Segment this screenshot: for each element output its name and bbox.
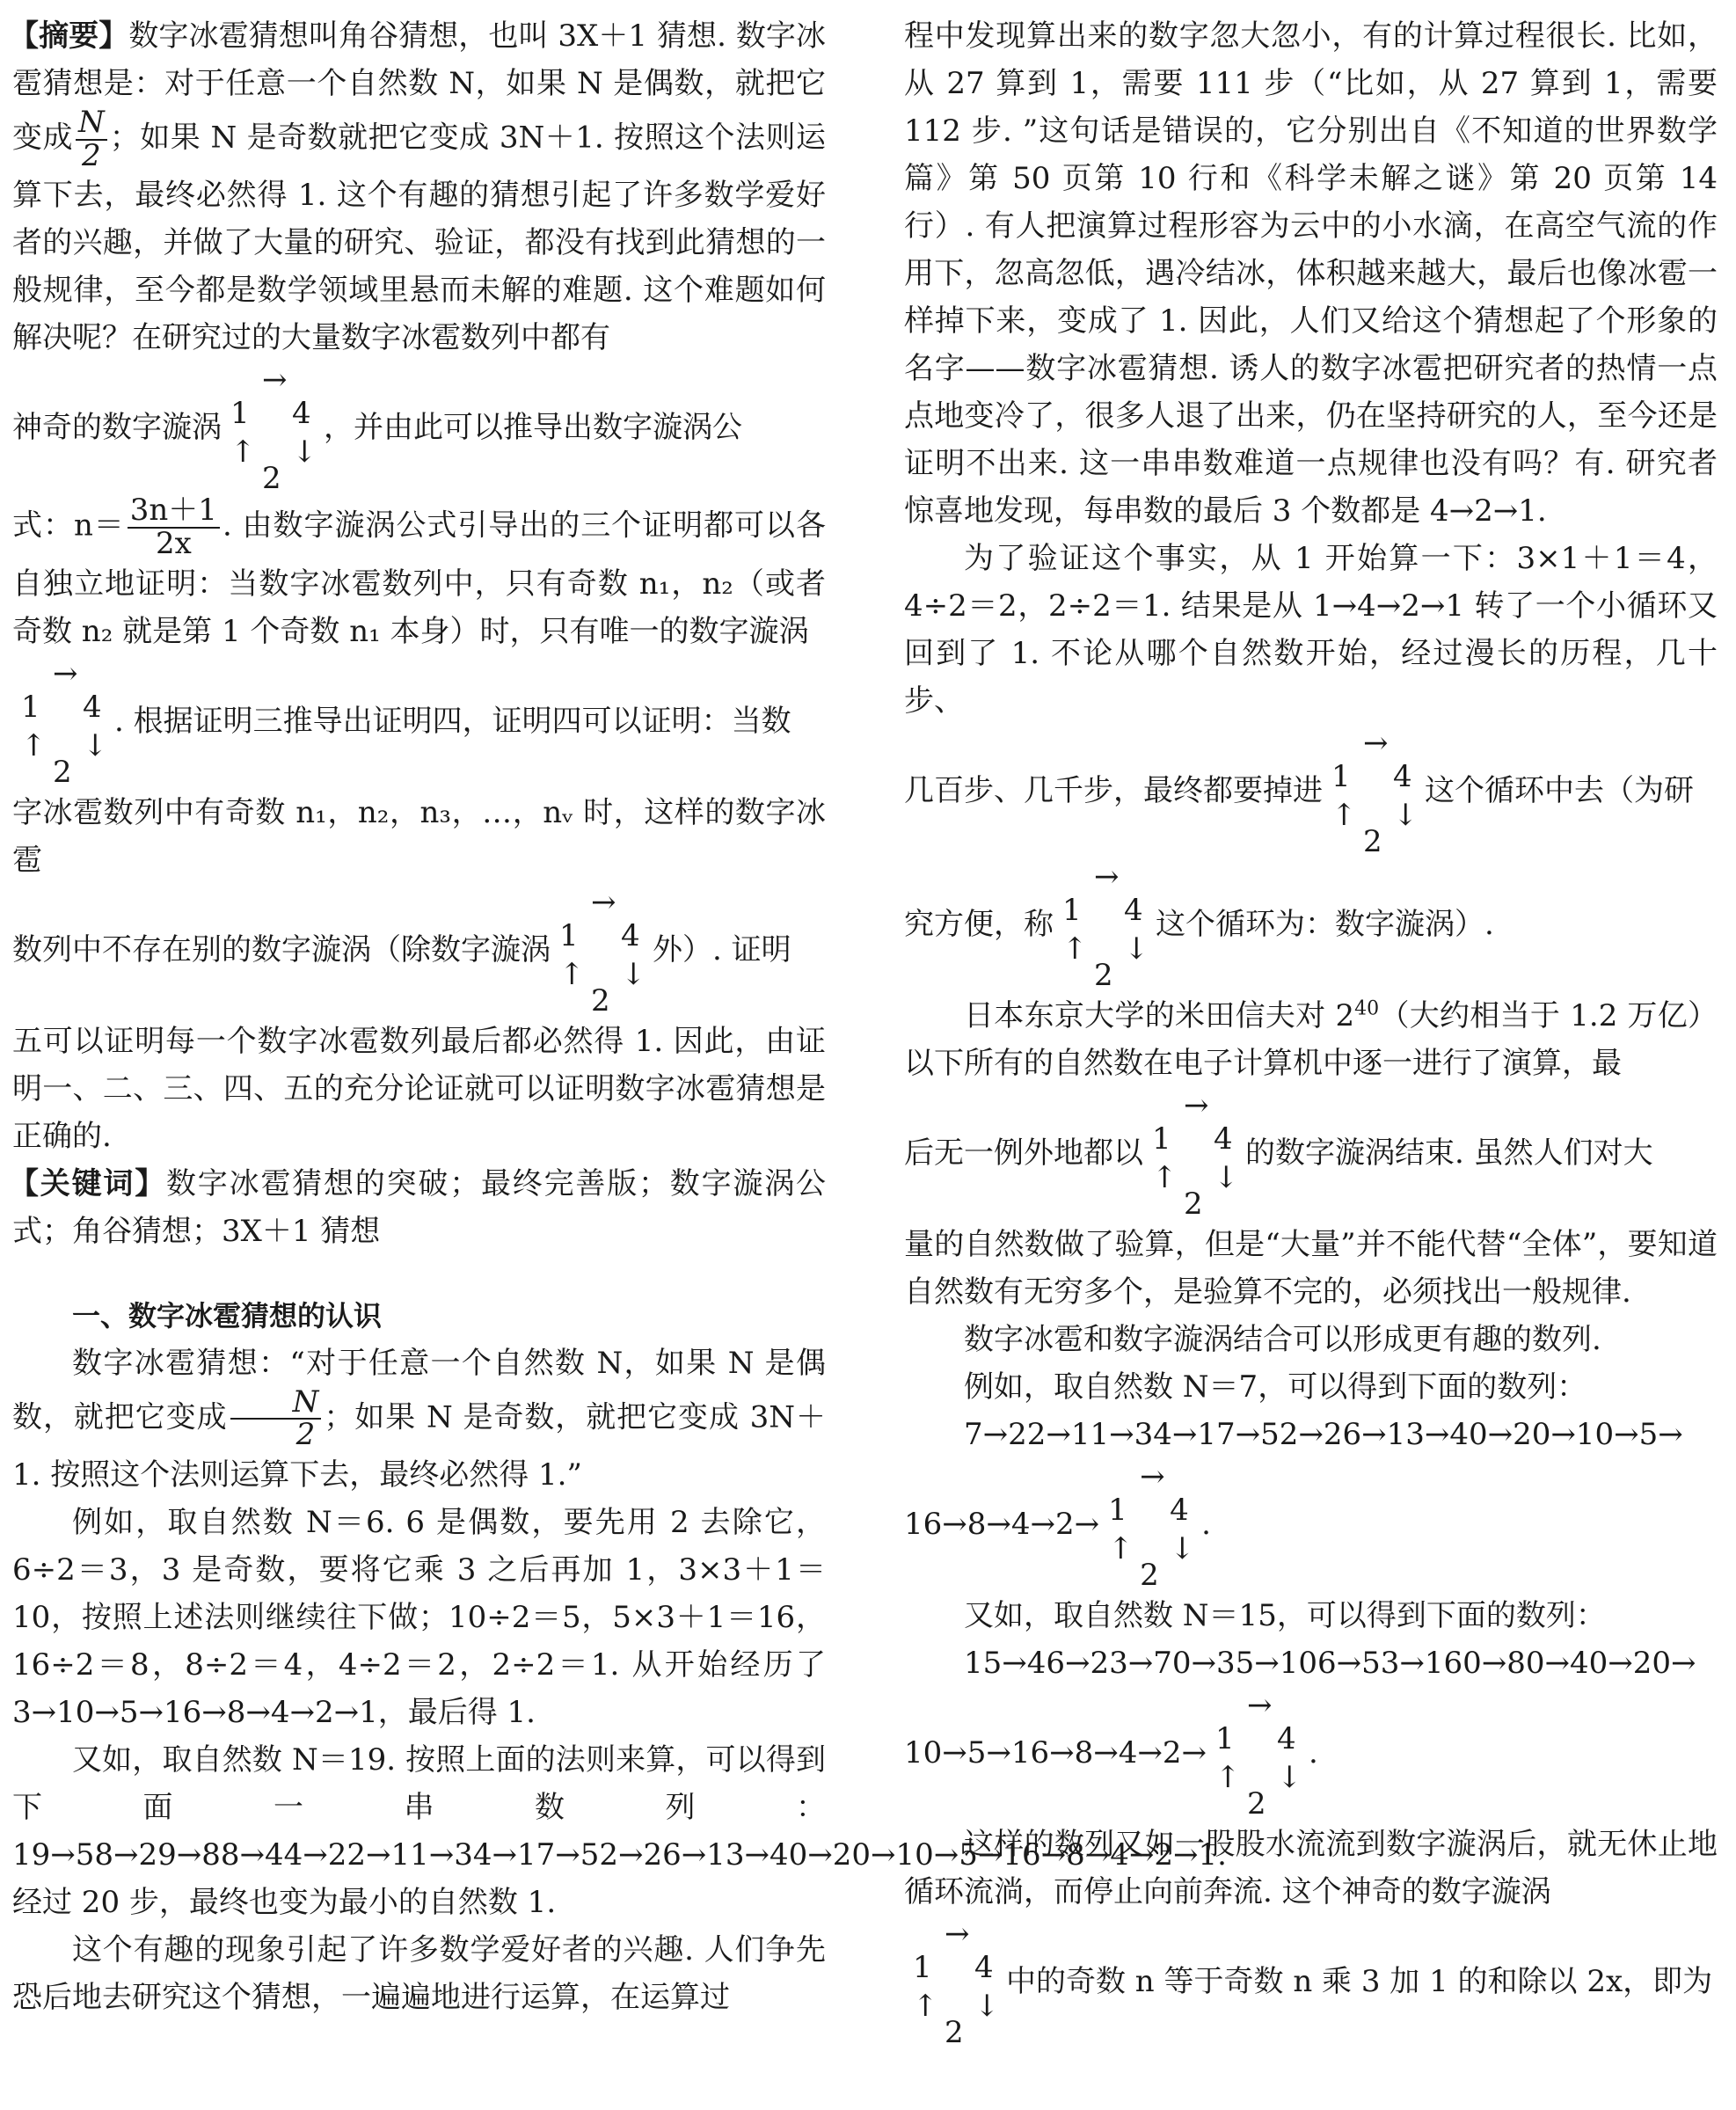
vortex-arrow-down: ↓	[1276, 1760, 1302, 1795]
right-vortex-post-2: 这个循环为：数字漩涡）.	[1156, 907, 1494, 942]
right-column	[904, 12, 1718, 2049]
right-vortex-line-3	[904, 1087, 1718, 1221]
vortex-arrow-right: →	[53, 655, 78, 691]
abstract-vortex-pre: 神奇的数字漩涡	[12, 410, 222, 446]
vortex-arrow-down: ↓	[292, 434, 317, 471]
formula-post: . 由数字漩涡公式引导出的三个证明都可以各自独立地证明：当数字冰雹数列中，只有奇数 n₁，n₂（或者奇数 n₂ 就是第 1 个奇数 n₁ 本身）时，只有唯一的数字漩涡	[12, 508, 826, 649]
vortex-diagram	[906, 1917, 1004, 2049]
vortex-number-4: 4	[292, 396, 311, 432]
abstract-vortex-line-3	[12, 884, 826, 1018]
vortex-arrow-down: ↓	[1393, 798, 1419, 833]
exponent: 40	[1354, 997, 1380, 1020]
right-vortex-pre-1: 几百步、几千步，最终都要掉进	[904, 773, 1323, 808]
vortex-diagram	[223, 363, 322, 495]
vortex-arrow-right: →	[1140, 1459, 1165, 1494]
sequence-15-tail: 10→5→16→8→4→2→	[904, 1735, 1207, 1771]
vortex-number-1: 1	[913, 1950, 932, 1985]
vortex-arrow-right: →	[262, 362, 288, 398]
vortex-number-1: 1	[559, 917, 579, 953]
right-vortex-pre-3: 后无一例外地都以	[904, 1135, 1143, 1171]
vortex-arrow-up: ↑	[1062, 931, 1088, 967]
vortex-arrow-down: ↓	[1170, 1531, 1195, 1566]
vortex-arrow-up: ↑	[913, 1989, 938, 2024]
right-paragraph-4: 量的自然数做了验算，但是“大量”并不能代替“全体”，要知道自然数有无穷多个，是验算不完的，必须找出一般规律.	[904, 1227, 1718, 1310]
vortex-arrow-down: ↓	[83, 727, 108, 763]
body-text-1a: 数字冰雹猜想：“对于任意一个自然数 N，如果 N 是偶数，就把它变成	[12, 1345, 826, 1435]
vortex-number-1: 1	[1152, 1121, 1171, 1157]
fraction-numerator: N	[230, 1387, 322, 1420]
vortex-arrow-up: ↑	[1152, 1160, 1178, 1195]
right-vortex-line-1	[904, 725, 1718, 858]
abstract-paragraph-4: 五可以证明每一个数字冰雹数列最后都必然得 1. 因此，由证明一、二、三、四、五的充分论证就可以证明数字冰雹猜想是正确的.	[12, 1023, 826, 1154]
vortex-number-2: 2	[1094, 958, 1113, 993]
vortex-arrow-right: →	[1363, 726, 1389, 761]
vortex-number-4: 4	[1393, 759, 1412, 794]
fraction-n-over-2	[230, 1384, 322, 1453]
vortex-arrow-up: ↑	[21, 727, 47, 763]
vortex-number-4: 4	[621, 917, 640, 953]
vortex-diagram	[552, 886, 651, 1018]
right-paragraph-5: 数字冰雹和数字漩涡结合可以形成更有趣的数列.	[964, 1322, 1601, 1357]
vortex-arrow-right: →	[945, 1917, 970, 1952]
section-title: 一、数字冰雹猜想的认识	[72, 1298, 383, 1332]
vortex-diagram	[1324, 726, 1423, 858]
abstract-tag: 【摘要】	[9, 18, 129, 54]
vortex-number-4: 4	[1276, 1721, 1296, 1756]
vortex-arrow-up: ↑	[1108, 1531, 1134, 1566]
fraction-numerator: N	[76, 107, 107, 141]
vortex-arrow-up: ↑	[559, 956, 585, 992]
vortex-number-1: 1	[1062, 893, 1082, 928]
abstract-paragraph	[9, 12, 826, 361]
formula-numerator: 3n＋1	[128, 495, 220, 529]
formula-denominator: 2x	[155, 526, 192, 562]
body-paragraph-1	[12, 1340, 826, 1499]
vortex-arrow-down: ↓	[1124, 931, 1149, 967]
abstract-text-2: ；如果 N 是奇数就把它变成 3N＋1. 按照这个法则运算下去，最终必然得 1. 这个有趣的猜想引起了许多数学爱好者的兴趣，并做了大量的研究、验证，都没有找到此猜想的一般规律，至今都是数学领域里悬而未解的难题. 这个难题如何解决呢？在研究过的大量数字冰雹数列中都有	[12, 120, 826, 356]
period: .	[1308, 1735, 1318, 1771]
keywords-tag: 【关键词】	[9, 1165, 166, 1201]
abstract-vortex-post: ，并由此可以推导出数字漩涡公	[324, 410, 742, 446]
vortex-number-4: 4	[83, 689, 102, 725]
right-vortex-post-3: 的数字漩涡结束. 虽然人们对大	[1245, 1135, 1653, 1171]
vortex-number-1: 1	[1214, 1721, 1235, 1756]
fraction-n-over-2	[76, 107, 107, 172]
vortex-arrow-down: ↓	[621, 956, 646, 992]
vortex-number-4: 4	[1214, 1121, 1233, 1157]
right-paragraph-8: 这样的数列又如一股股水流流到数字漩涡后，就无休止地循环流淌，而停止向前奔流. 这个神奇的数字漩涡	[904, 1827, 1718, 1909]
fraction-denominator: 2	[82, 137, 101, 173]
right-vortex-post-last: 中的奇数 n 等于奇数 n 乘 3 加 1 的和除以 2x，即为	[1006, 1964, 1713, 1999]
vortex-number-2: 2	[591, 982, 610, 1018]
keywords-paragraph	[9, 1160, 826, 1255]
right-vortex-line-last	[904, 1916, 1718, 2049]
vortex-arrow-right: →	[1184, 1088, 1209, 1123]
vortex-number-4: 4	[974, 1950, 994, 1985]
vortex-number-2: 2	[1140, 1558, 1159, 1593]
abstract-text-1: 数字冰雹猜想叫角谷猜想，也叫 3X＋1 猜想. 数字冰雹猜想是：对于任意一个自然数 N，如果 N 是偶数，就把它变成	[12, 18, 826, 156]
vortex-number-2: 2	[1184, 1186, 1203, 1222]
abstract-vortex-line-1	[12, 361, 826, 495]
fraction-denominator: 2	[295, 1417, 316, 1453]
vortex-diagram	[14, 657, 113, 789]
right-paragraph-3	[904, 992, 1718, 1087]
abstract-vortex-post-3: 外）. 证明	[653, 931, 791, 967]
sequence-7-line-1: 7→22→11→34→17→52→26→13→40→20→10→5→	[964, 1417, 1683, 1452]
vortex-number-4: 4	[1124, 893, 1143, 928]
vortex-number-1: 1	[1331, 759, 1351, 794]
vortex-diagram	[1055, 860, 1154, 992]
vortex-arrow-down: ↓	[1214, 1160, 1239, 1195]
formula-pre: 式：n＝	[12, 508, 125, 544]
vortex-number-1: 1	[1108, 1493, 1127, 1528]
body-paragraph-4: 这个有趣的现象引起了许多数学爱好者的兴趣. 人们争先恐后地去研究这个猜想，一遍遍地进行运算，在运算过	[12, 1932, 826, 2016]
abstract-vortex-post-2: . 根据证明三推导出证明四，证明四可以证明：当数	[114, 703, 791, 739]
vortex-arrow-right: →	[591, 884, 616, 920]
abstract-vortex-line-2	[12, 655, 826, 789]
body-text-1b: ；如果 N 是奇数，就把它变成 3N＋1. 按照这个法则运算下去，最终必然得 1.”	[12, 1399, 827, 1493]
right-text-3a: 日本东京大学的米田信夫对 2	[964, 998, 1355, 1033]
abstract-vortex-pre-3: 数列中不存在别的数字漩涡（除数字漩涡	[12, 931, 551, 967]
abstract-paragraph-3: 字冰雹数列中有奇数 n₁，n₂，n₃，…，nᵥ 时，这样的数字冰雹	[12, 794, 826, 878]
vortex-arrow-up: ↑	[230, 434, 256, 471]
vortex-arrow-up: ↑	[1214, 1760, 1241, 1795]
sequence-15-line-1: 15→46→23→70→35→106→53→160→80→40→20→	[964, 1646, 1696, 1681]
right-vortex-line-2	[904, 858, 1718, 992]
vortex-formula-fraction	[128, 493, 220, 562]
vortex-number-1: 1	[21, 689, 40, 725]
vortex-arrow-right: →	[1094, 859, 1120, 894]
vortex-diagram	[1145, 1089, 1244, 1221]
vortex-number-2: 2	[1246, 1786, 1266, 1822]
vortex-number-4: 4	[1170, 1493, 1189, 1528]
vortex-diagram	[1101, 1460, 1200, 1592]
vortex-number-2: 2	[945, 2015, 964, 2050]
vortex-number-1: 1	[230, 396, 250, 432]
keywords-text: 数字冰雹猜想的突破；最终完善版；数字漩涡公式；角谷猜想；3X＋1 猜想	[12, 1165, 826, 1249]
right-paragraph-1: 程中发现算出来的数字忽大忽小，有的计算过程很长. 比如，从 27 算到 1，需要 111 步（“比如，从 27 算到 1，需要 112 步. ”这句话是错误的，它分别出自《不知道的世界数学篇》第 50 页第 10 行和《科学未解之谜》第 20 页第 14 行）. 有人把演算过程形容为云中的小水滴，在高空气流的作用下，忽高忽低，遇冷结冰，体积越来越大，最后也像冰雹一样掉下来，变成了 1. 因此，人们又给这个猜想起了个形象的名字——数字冰雹猜想. 诱人的数字冰雹把研究者的热情一点点地变冷了，很多人退了出来，仍在坚持研究的人，至今还是证明不出来. 这一串串数难道一点规律也没有吗？有. 研究者惊喜地发现，每串数的最后 3 个数都是 4→2→1.	[904, 18, 1718, 529]
vortex-arrow-down: ↓	[974, 1989, 1000, 2024]
sequence-7-line-2	[904, 1458, 1718, 1592]
body-paragraph-2: 例如，取自然数 N＝6. 6 是偶数，要先用 2 去除它，6÷2＝3，3 是奇数，要将它乘 3 之后再加 1，3×3＋1＝10，按照上述法则继续往下做；10÷2＝5，5×3＋1＝16，16÷2＝8，8÷2＝4，4÷2＝2，2÷2＝1. 从开始经历了 3→10→5→16→8→4→2→1，最后得 1.	[12, 1505, 826, 1731]
right-paragraph-2: 为了验证这个事实，从 1 开始算一下：3×1＋1＝4，4÷2＝2，2÷2＝1. 结果是从 1→4→2→1 转了一个小循环又回到了 1. 不论从哪个自然数开始，经过漫长的历程，几十步、	[904, 541, 1718, 719]
body-paragraph-3: 又如，取自然数 N＝19. 按照上面的法则来算，可以得到下面一串数列：19→58→29→88→44→22→11→34→17→52→26→13→40→20→10→5→16→8→4→2→1. 经过 20 步，最终也变为最小的自然数 1.	[12, 1742, 1227, 1921]
period: .	[1201, 1507, 1211, 1542]
right-paragraph-6: 例如，取自然数 N＝7，可以得到下面的数列：	[964, 1369, 1587, 1405]
vortex-arrow-right: →	[1246, 1688, 1273, 1723]
sequence-15-line-2	[904, 1687, 1718, 1821]
right-vortex-pre-2: 究方便，称	[904, 907, 1054, 942]
vortex-number-2: 2	[262, 461, 281, 497]
right-vortex-post-1: 这个循环中去（为研	[1425, 773, 1694, 808]
vortex-diagram	[1208, 1689, 1307, 1821]
abstract-formula-paragraph	[12, 495, 826, 654]
right-text-3b: （大约相当于 1.2 万亿）以下所有的自然数在电子计算机中逐一进行了演算，最	[904, 998, 1718, 1081]
vortex-number-2: 2	[1363, 824, 1382, 859]
vortex-number-2: 2	[53, 754, 72, 790]
sequence-7-tail: 16→8→4→2→	[904, 1507, 1100, 1542]
right-paragraph-7: 又如，取自然数 N＝15，可以得到下面的数列：	[964, 1598, 1606, 1633]
vortex-arrow-up: ↑	[1331, 798, 1357, 833]
